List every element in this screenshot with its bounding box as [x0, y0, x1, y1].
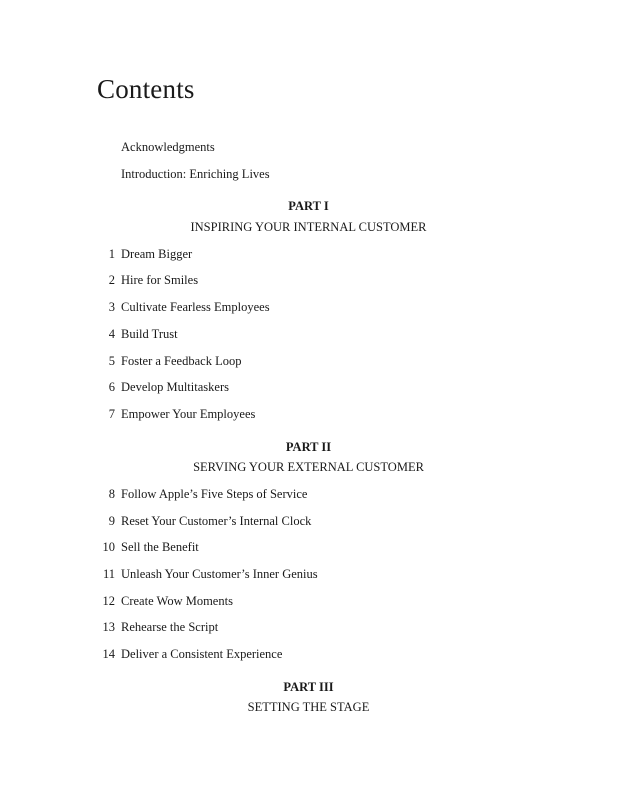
toc-entry-title: Acknowledgments — [121, 140, 215, 154]
part-label: PART I — [288, 199, 329, 213]
toc-entry-title: Introduction: Enriching Lives — [121, 167, 270, 181]
chapter-number: 13 — [102, 620, 115, 634]
chapter-title: Build Trust — [121, 327, 178, 341]
chapter-title: Dream Bigger — [121, 247, 193, 261]
chapter-title: Follow Apple’s Five Steps of Service — [121, 487, 308, 501]
chapter-title: Unleash Your Customer’s Inner Genius — [121, 567, 318, 581]
chapter-number: 14 — [102, 647, 115, 661]
chapter-title: Cultivate Fearless Employees — [121, 300, 270, 314]
chapter-number: 2 — [108, 273, 115, 287]
chapter-title: Develop Multitaskers — [121, 380, 229, 394]
chapter-title: Hire for Smiles — [121, 273, 199, 287]
part-title: SETTING THE STAGE — [247, 700, 370, 714]
chapter-number: 5 — [108, 354, 115, 368]
chapter-title: Reset Your Customer’s Internal Clock — [121, 514, 312, 528]
part-label: PART II — [285, 440, 332, 454]
chapter-number: 9 — [108, 514, 115, 528]
part-label: PART III — [283, 680, 334, 694]
chapter-title: Rehearse the Script — [121, 620, 219, 634]
chapter-number: 8 — [108, 487, 115, 501]
chapter-number: 12 — [102, 594, 115, 608]
contents-heading: Contents — [97, 74, 195, 104]
chapter-number: 6 — [108, 380, 115, 394]
chapter-number: 11 — [102, 567, 115, 581]
chapter-title: Sell the Benefit — [121, 540, 199, 554]
chapter-title: Create Wow Moments — [121, 594, 233, 608]
chapter-number: 3 — [108, 300, 115, 314]
chapter-number: 4 — [108, 327, 115, 341]
chapter-title: Foster a Feedback Loop — [121, 354, 242, 368]
part-title: SERVING YOUR EXTERNAL CUSTOMER — [193, 460, 424, 474]
chapter-title: Deliver a Consistent Experience — [121, 647, 283, 661]
chapter-title: Empower Your Employees — [121, 407, 256, 421]
chapter-number: 7 — [108, 407, 115, 421]
part-title: INSPIRING YOUR INTERNAL CUSTOMER — [190, 220, 427, 234]
chapter-number: 1 — [108, 247, 115, 261]
chapter-number: 10 — [102, 540, 115, 554]
